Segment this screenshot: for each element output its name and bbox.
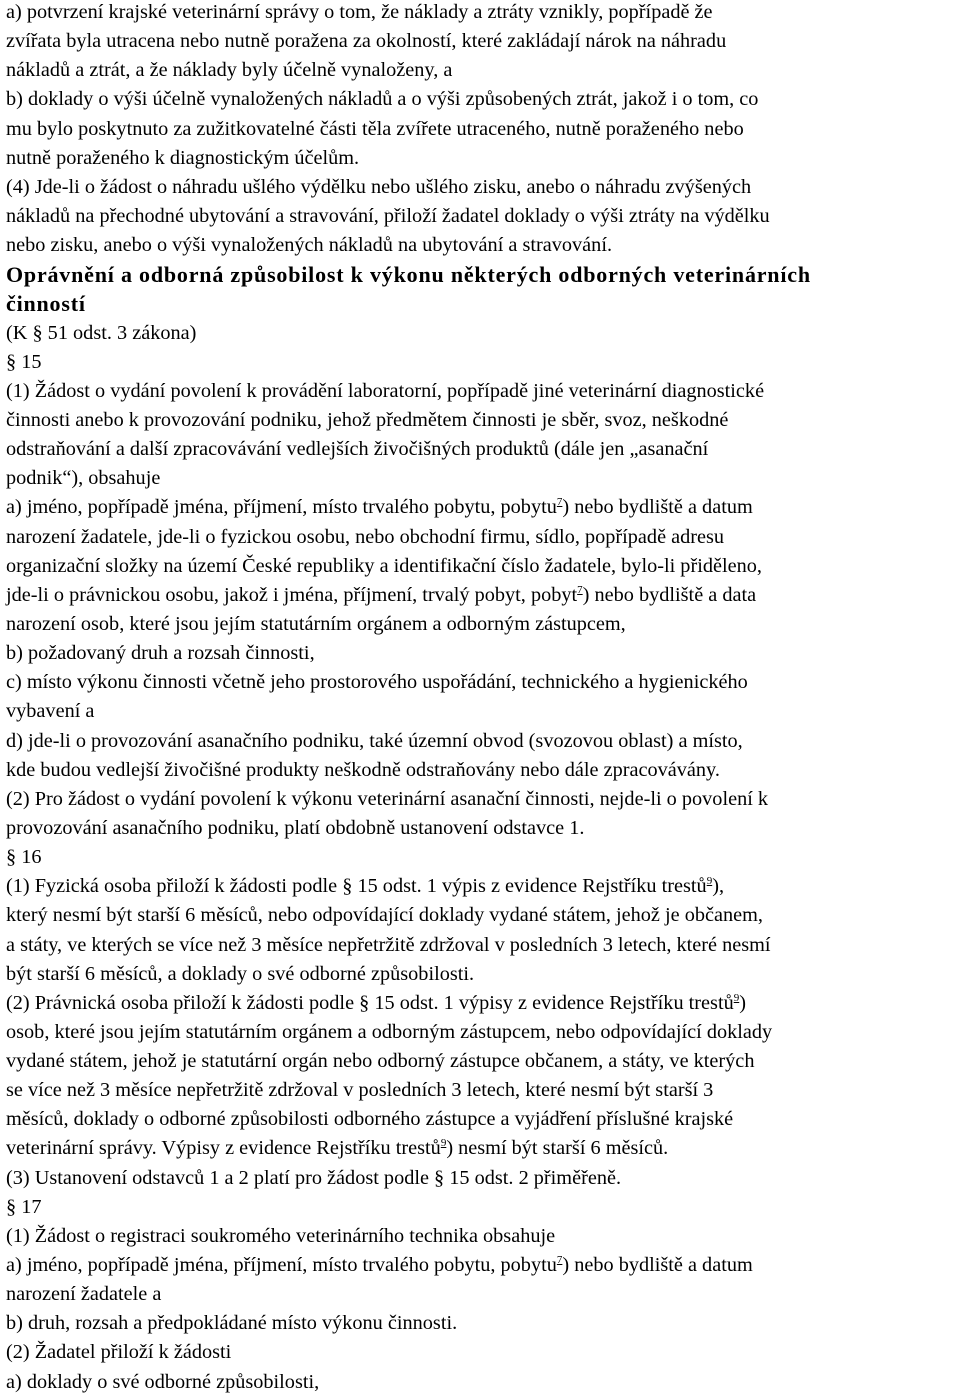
text-line: (1) Žádost o registraci soukromého veterinárního technika obsahuje (6, 1224, 556, 1247)
text-line (6, 493, 958, 522)
text-line: provozování asanačního podniku, platí obdobně ustanovení odstavce 1. (6, 816, 585, 839)
text-line: být starší 6 měsíců, a doklady o své odborné způsobilosti. (6, 962, 475, 985)
section-number: § 17 (6, 1195, 42, 1218)
text-line: b) požadovaný druh a rozsah činnosti, (6, 642, 315, 665)
section-number: § 16 (6, 846, 42, 869)
text-line (6, 1134, 958, 1163)
footnote-ref-link[interactable]: 7 (556, 496, 563, 509)
text-segment: jde-li o právnickou osobu, jakož i jména, příjmení, trvalý pobyt, pobyt (6, 583, 578, 606)
text-line: nutně poraženého k diagnostickým účelům. (6, 146, 360, 169)
text-line: odstraňování a další zpracovávání vedlejších živočišných produktů (dále jen „asanační (6, 438, 709, 461)
text-line (6, 989, 958, 1018)
text-line: nákladů a ztrát, a že náklady byly účelně vynaloženy, a (6, 59, 453, 82)
text-line: činnosti anebo k provozování podniku, jehož předmětem činnosti je sběr, svoz, neškodné (6, 408, 729, 431)
text-line: kde budou vedlejší živočišné produkty neškodně odstraňovány nebo dále zpracovávány. (6, 758, 720, 781)
text-line: narození žadatele a (6, 1283, 162, 1306)
footnote-ref-link[interactable]: 7 (556, 1254, 563, 1267)
text-line: podnik“), obsahuje (6, 467, 161, 490)
text-line: měsíců, doklady o odborné způsobilosti odborného zástupce a vyjádření příslušné krajské (6, 1108, 734, 1131)
text-line: osob, které jsou jejím statutárním orgánem a odborným zástupcem, nebo odpovídající doklady (6, 1020, 773, 1043)
section-heading: Oprávnění a odborná způsobilost k výkonu některých odborných veterinárních (6, 262, 811, 288)
footnote-ref-link[interactable]: 7 (577, 583, 583, 596)
text-line: vydané státem, jehož je statutární orgán nebo odborný zástupce občanem, a státy, ve kterých (6, 1050, 755, 1073)
text-line: a) potvrzení krajské veterinární správy o tom, že náklady a ztráty vznikly, popřípadě že (6, 1, 713, 23)
text-line: b) doklady o výši účelně vynaložených nákladů a o výši způsobených ztrát, jakož i o tom, co (6, 88, 759, 111)
footnote-ref-link[interactable]: 9 (733, 991, 740, 1004)
text-segment: a) jméno, popřípadě jména, příjmení, místo trvalého pobytu, pobytu (6, 496, 557, 519)
text-line: (2) Pro žádost o vydání povolení k výkonu veterinární asanační činnosti, nejde-li o povolení k (6, 787, 769, 810)
text-segment: ) nebo bydliště a datum (562, 1254, 753, 1277)
footnote-ref-link[interactable]: 9 (706, 875, 713, 888)
text-line: organizační složky na území České republiky a identifikační číslo žadatele, bylo-li přiděleno, (6, 554, 762, 577)
text-line: nebo zisku, anebo o výši vynaložených nákladů na ubytování a stravování. (6, 234, 613, 257)
text-line: (2) Žadatel přiloží k žádosti (6, 1341, 232, 1364)
text-line: se více než 3 měsíce nepřetržitě zdržoval v posledních 3 letech, které nesmí být starší 3 (6, 1079, 714, 1102)
text-segment: ) nesmí být starší 6 měsíců. (446, 1137, 669, 1160)
text-line: zvířata byla utracena nebo nutně poražena za okolností, které zakládají nárok na náhradu (6, 30, 727, 53)
text-line: (1) Žádost o vydání povolení k provádění laboratorní, popřípadě jiné veterinární diagnostické (6, 379, 765, 402)
text-line: (4) Jde-li o žádost o náhradu ušlého výdělku nebo ušlého zisku, anebo o náhradu zvýšených (6, 175, 752, 198)
text-line: (K § 51 odst. 3 zákona) (6, 321, 197, 344)
text-line (6, 872, 958, 901)
section-number: § 15 (6, 350, 42, 373)
section-heading: činností (6, 291, 86, 317)
document-text (6, 0, 958, 1397)
footnote-ref-link[interactable]: 9 (440, 1137, 447, 1150)
text-line: d) jde-li o provozování asanačního podniku, také územní obvod (svozovou oblast) a místo, (6, 729, 743, 752)
text-segment: veterinární správy. Výpisy z evidence Rejstříku trestů (6, 1137, 441, 1160)
text-line: c) místo výkonu činnosti včetně jeho prostorového uspořádání, technického a hygienického (6, 671, 748, 694)
text-line (6, 581, 958, 610)
text-segment: a) jméno, popřípadě jména, příjmení, místo trvalého pobytu, pobytu (6, 1254, 557, 1277)
text-line: který nesmí být starší 6 měsíců, nebo odpovídající doklady vydané státem, jehož je občanem, (6, 904, 763, 927)
text-line: narození žadatele, jde-li o fyzickou osobu, nebo obchodní firmu, sídlo, popřípadě adresu (6, 525, 725, 548)
text-line: b) druh, rozsah a předpokládané místo výkonu činnosti. (6, 1312, 458, 1335)
text-line: vybavení a (6, 700, 95, 723)
text-line: nákladů na přechodné ubytování a stravování, přiloží žadatel doklady o výši ztráty na výdělku (6, 204, 770, 227)
text-line: mu bylo poskytnuto za zužitkovatelné části těla zvířete utraceného, nutně poraženého nebo (6, 117, 744, 140)
text-line: narození osob, které jsou jejím statutárním orgánem a odborným zástupcem, (6, 612, 626, 635)
text-segment: ) nebo bydliště a data (582, 583, 757, 606)
text-line: a státy, ve kterých se více než 3 měsíce nepřetržitě zdržoval v posledních 3 letech, které nesmí (6, 933, 771, 956)
text-line: (3) Ustanovení odstavců 1 a 2 platí pro žádost podle § 15 odst. 2 přiměřeně. (6, 1166, 622, 1189)
text-segment: ), (712, 875, 725, 898)
text-segment: ) (739, 991, 746, 1014)
text-segment: ) nebo bydliště a datum (562, 496, 753, 519)
text-line: a) doklady o své odborné způsobilosti, (6, 1370, 320, 1393)
text-segment: (2) Právnická osoba přiloží k žádosti podle § 15 odst. 1 výpisy z evidence Rejstříku trestů (6, 991, 734, 1014)
text-line (6, 1251, 958, 1280)
text-segment: (1) Fyzická osoba přiloží k žádosti podle § 15 odst. 1 výpis z evidence Rejstříku trestů (6, 875, 707, 898)
